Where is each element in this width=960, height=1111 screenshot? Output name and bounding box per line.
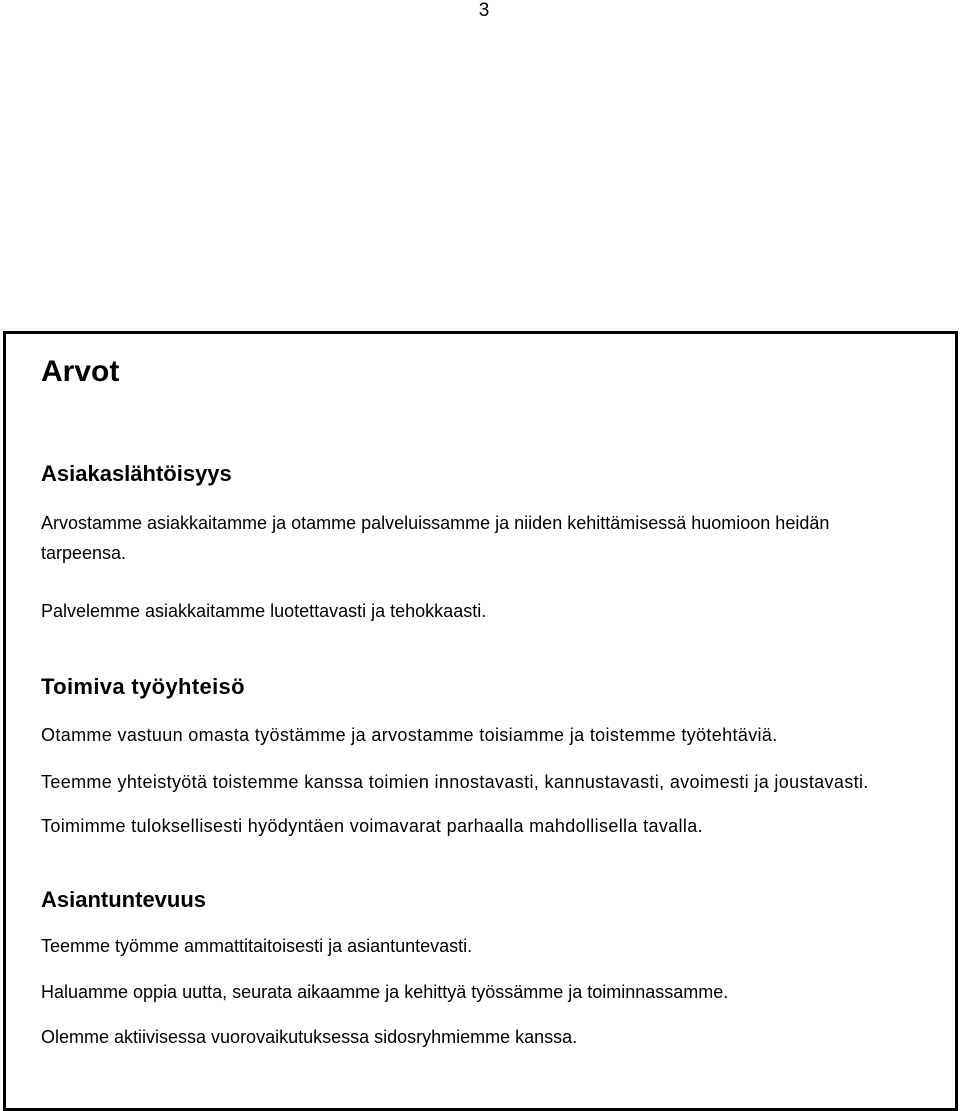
section-3-paragraph-2: Haluamme oppia uutta, seurata aikaamme ja kehittyä työssämme ja toiminnassamme. [41, 982, 729, 1002]
section-1-paragraph-2: Palvelemme asiakkaitamme luotettavasti ja tehokkaasti. [41, 601, 487, 621]
section-heading-toimiva-tyoyhteiso: Toimiva työyhteisö [41, 674, 245, 699]
page-number: 3 [478, 0, 490, 21]
section-3-paragraph-3: Olemme aktiivisessa vuorovaikutuksessa sidosryhmiemme kanssa. [41, 1027, 578, 1047]
section-3-paragraph-1: Teemme työmme ammattitaitoisesti ja asiantuntevasti. [41, 936, 473, 956]
section-heading-asiantuntevuus: Asiantuntevuus [41, 887, 207, 912]
section-2-paragraph-1: Otamme vastuun omasta työstämme ja arvostamme toisiamme ja toistemme työtehtäviä. [41, 725, 778, 745]
values-box [3, 331, 958, 1111]
section-1-paragraph-1-continued: tarpeensa. [41, 543, 127, 563]
section-1-paragraph-1: Arvostamme asiakkaitamme ja otamme palveluissamme ja niiden kehittämisessä huomioon heidän [41, 513, 830, 533]
section-2-paragraph-2: Teemme yhteistyötä toistemme kanssa toimien innostavasti, kannustavasti, avoimesti ja joustavasti. [41, 772, 869, 792]
section-heading-asiakaslahtoisyys: Asiakaslähtöisyys [41, 461, 232, 486]
section-2-paragraph-3: Toimimme tuloksellisesti hyödyntäen voimavarat parhaalla mahdollisella tavalla. [41, 816, 703, 836]
page-title: Arvot [41, 355, 120, 388]
